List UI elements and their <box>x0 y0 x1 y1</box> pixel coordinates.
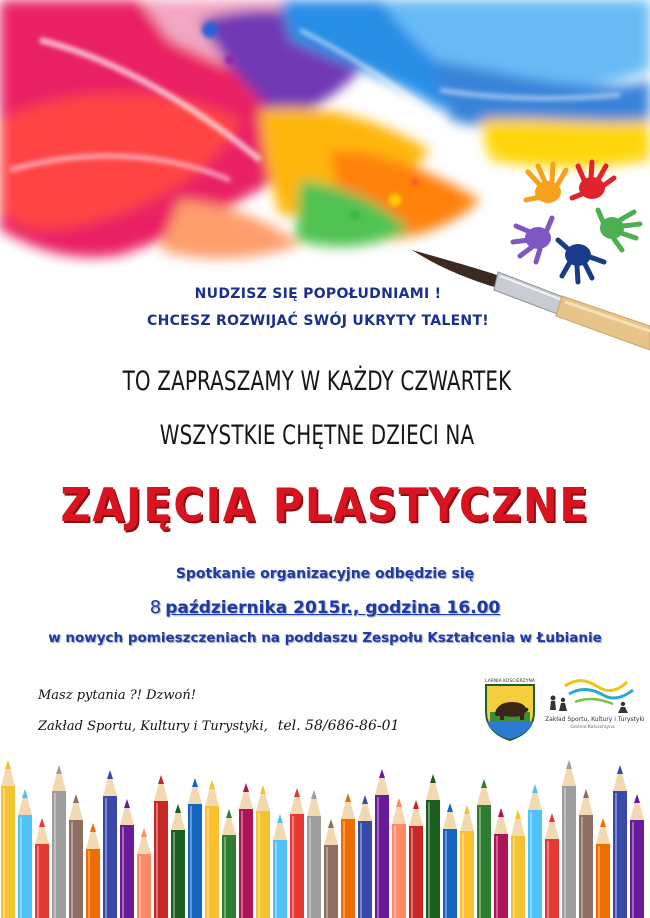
zaklad-sportu-logo <box>545 676 645 738</box>
pencil-icon <box>545 813 559 918</box>
phone-number: tel. 58/686-86-01 <box>277 718 400 734</box>
pencil-icon <box>86 823 100 918</box>
pencil-icon <box>426 774 440 918</box>
invitation-line-2: WSZYSTKIE CHĘTNE DZIECI NA <box>159 420 475 451</box>
pencil-icon <box>630 794 644 918</box>
pencil-icon <box>205 780 219 918</box>
meeting-announcement: Spotkanie organizacyjne odbędzie się <box>175 566 475 582</box>
pencil-icon <box>494 808 508 918</box>
pencil-icon <box>35 818 49 918</box>
pencil-icon <box>443 803 457 918</box>
pencil-icon <box>409 800 423 918</box>
meeting-location: w nowych pomieszczeniach na poddaszu Zespołu Kształcenia w Łubianie <box>48 630 602 646</box>
pencil-icon <box>613 765 627 918</box>
pencil-icon <box>273 814 287 918</box>
meeting-date-time: października 2015r., godzina 16.00 <box>165 598 501 618</box>
pencil-icon <box>103 770 117 918</box>
pencil-icon <box>358 795 372 918</box>
pencil-icon <box>154 775 168 918</box>
pencil-icon <box>477 779 491 918</box>
pencil-icon <box>596 818 610 918</box>
waves-and-figures-icon <box>545 676 640 716</box>
pencil-icon <box>137 828 151 918</box>
organization-name: Zakład Sportu, Kultury i Turystyki, <box>38 719 268 734</box>
meeting-day: 8 <box>149 597 162 618</box>
pencil-icon <box>375 769 389 918</box>
invitation-line-1: TO ZAPRASZAMY W KAŻDY CZWARTEK <box>122 366 512 397</box>
pencil-icon <box>120 799 134 918</box>
org-logo-subtitle: Gminie Kościerzyna <box>570 725 615 730</box>
question-line-1: NUDZISZ SIĘ POPOŁUDNIAMI ! <box>194 286 442 302</box>
pencil-icon <box>341 793 355 918</box>
pencil-icon <box>256 785 270 918</box>
pencil-icon <box>52 765 66 918</box>
pencil-icon <box>579 789 593 918</box>
contact-details <box>38 718 399 734</box>
question-line-2: CHCESZ ROZWIJAĆ SWÓJ UKRYTY TALENT! <box>147 313 489 329</box>
pencil-icon <box>307 790 321 918</box>
pencil-icon <box>392 798 406 918</box>
pencil-icon <box>528 784 542 918</box>
pencil-icon <box>562 760 576 918</box>
contact-question: Masz pytania ?! Dzwoń! <box>38 688 196 703</box>
pencil-icon <box>1 760 15 918</box>
gmina-crest-logo <box>478 676 542 742</box>
pencil-icon <box>324 819 338 918</box>
pencil-icon <box>460 805 474 918</box>
headline-title: ZAJĘCIA PLASTYCZNE <box>60 478 590 532</box>
colored-pencils-illustration <box>0 752 650 918</box>
pencil-icon <box>239 783 253 918</box>
crest-caption: LARNIA KOŚCIERZYNA <box>485 679 535 684</box>
pencil-icon <box>18 789 32 918</box>
pencil-icon <box>222 809 236 918</box>
pencil-icon <box>171 804 185 918</box>
meeting-date <box>0 597 650 618</box>
pencil-icon <box>290 788 304 918</box>
pencil-icon <box>511 810 525 918</box>
paint-brush-icon <box>0 0 650 360</box>
org-logo-name: Zakład Sportu, Kultury i Turystyki <box>545 716 645 723</box>
pencil-icon <box>69 794 83 918</box>
pencil-icon <box>188 778 202 918</box>
